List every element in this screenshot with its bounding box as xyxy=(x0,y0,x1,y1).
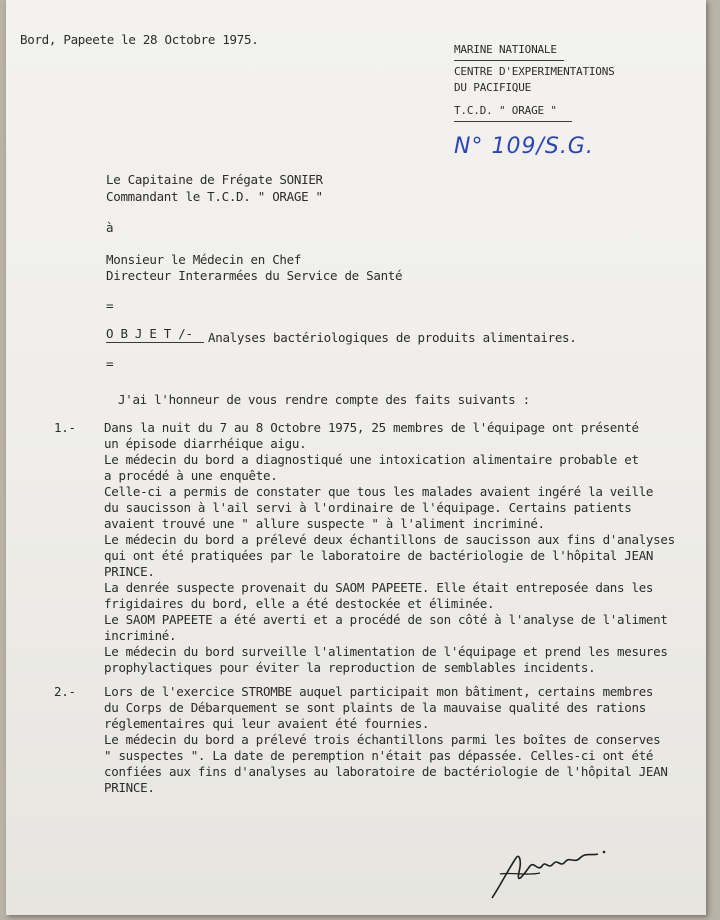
para-1-line: Le médecin du bord a diagnostiqué une intoxication alimentaire probable et xyxy=(104,452,639,467)
para-2-line: Le médecin du bord a prélevé trois échantillons parmi les boîtes de conserves xyxy=(104,732,661,747)
org-line-4: T.C.D. " ORAGE " xyxy=(454,104,557,117)
object-label: O B J E T /- xyxy=(106,326,193,341)
to-marker: à xyxy=(106,220,114,235)
para-1-line: incriminé. xyxy=(104,628,177,643)
para-2-line: du Corps de Débarquement se sont plaints de la mauvaise qualité des rations xyxy=(104,700,646,715)
para-1-line: du saucisson à l'ail servi à l'ordinaire de l'équipage. Certains patients xyxy=(104,500,632,515)
para-1-line: avaient trouvé une " allure suspecte " à l'aliment incriminé. xyxy=(104,516,545,531)
para-2-line: Lors de l'exercice STROMBE auquel participait mon bâtiment, certains membres xyxy=(104,684,654,699)
para-1-line: Le médecin du bord a prélevé deux échantillons de saucisson aux fins d'analyses xyxy=(104,532,675,547)
para-1-line: un épisode diarrhéique aigu. xyxy=(104,436,307,451)
org-line-1: MARINE NATIONALE xyxy=(454,43,557,56)
para-2-line: réglementaires qui leur avaient été fournies. xyxy=(104,716,430,731)
separator-1: = xyxy=(106,298,114,313)
sender-line-1: Le Capitaine de Frégate SONIER xyxy=(106,172,323,187)
para-2-line: PRINCE. xyxy=(104,780,155,795)
org-underline-1 xyxy=(454,60,564,61)
para-2-line: " suspectes ". La date de peremption n'était pas dépassée. Celles-ci ont été xyxy=(104,748,654,763)
para-1-number: 1.- xyxy=(54,420,76,435)
separator-2: = xyxy=(106,356,114,371)
para-1-line: a procédé à une enquête. xyxy=(104,468,278,483)
reference-number: N° 109/S.G. xyxy=(454,134,594,159)
recipient-line-1: Monsieur le Médecin en Chef xyxy=(106,252,302,267)
para-1-line: La denrée suspecte provenait du SAOM PAPEETE. Elle était entreposée dans les xyxy=(104,580,654,595)
sender-line-2: Commandant le T.C.D. " ORAGE " xyxy=(106,189,323,204)
intro-line: J'ai l'honneur de vous rendre compte des faits suivants : xyxy=(118,392,530,407)
org-line-2: CENTRE D'EXPERIMENTATIONS xyxy=(454,65,615,78)
letter-page xyxy=(6,0,706,915)
para-1-line: Celle-ci a permis de constater que tous les malades avaient ingéré la veille xyxy=(104,484,654,499)
place-date: Bord, Papeete le 28 Octobre 1975. xyxy=(20,32,259,47)
object-text: Analyses bactériologiques de produits alimentaires. xyxy=(208,330,577,345)
para-1-line: Dans la nuit du 7 au 8 Octobre 1975, 25 membres de l'équipage ont présenté xyxy=(104,420,639,435)
para-1-line: PRINCE. xyxy=(104,564,155,579)
para-1-line: frigidaires du bord, elle a été destockée et éliminée. xyxy=(104,596,495,611)
para-1-line: qui ont été pratiquées par le laboratoire de bactériologie de l'hôpital JEAN xyxy=(104,548,654,563)
para-1-line: prophylactiques pour éviter la reproduction de semblables incidents. xyxy=(104,660,596,675)
recipient-line-2: Directeur Interarmées du Service de Santé xyxy=(106,268,403,283)
para-2-line: confiées aux fins d'analyses au laboratoire de bactériologie de l'hôpital JEAN xyxy=(104,764,668,779)
handwritten-signature xyxy=(486,836,616,906)
org-line-3: DU PACIFIQUE xyxy=(454,81,532,94)
para-1-line: Le médecin du bord surveille l'alimentation de l'équipage et prend les mesures xyxy=(104,644,668,659)
para-1-line: Le SAOM PAPEETE a été averti et a procédé de son côté à l'analyse de l'aliment xyxy=(104,612,668,627)
object-underline xyxy=(106,342,204,343)
para-2-number: 2.- xyxy=(54,684,76,699)
org-underline-2 xyxy=(454,121,572,122)
